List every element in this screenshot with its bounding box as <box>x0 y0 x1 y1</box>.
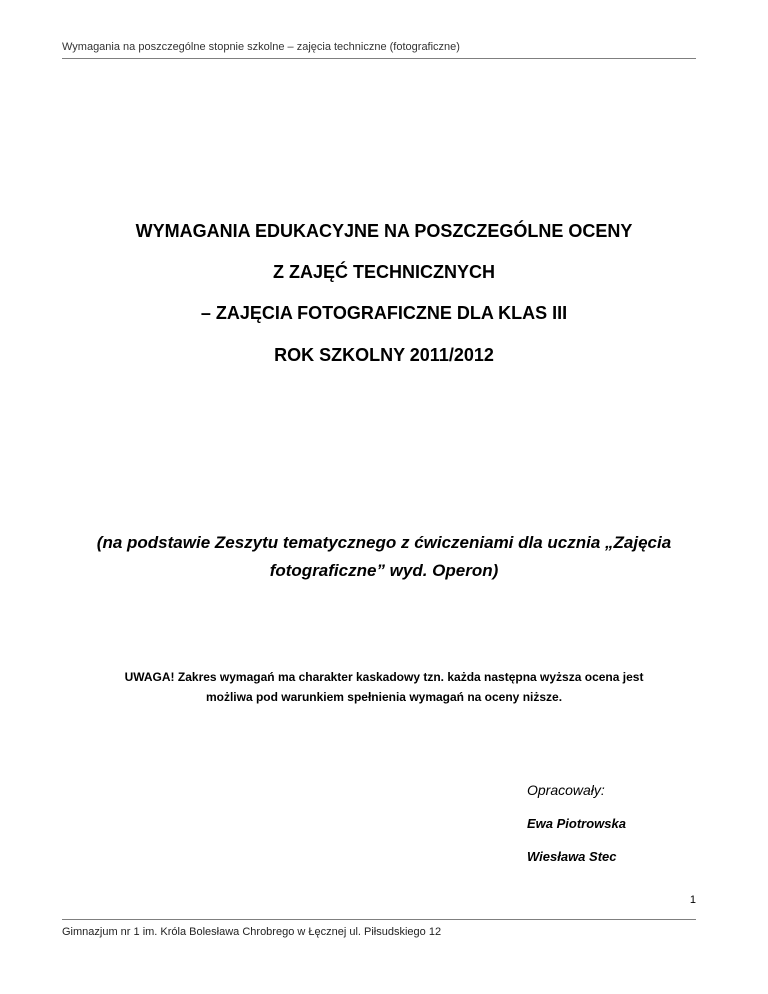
document-title-line-1: WYMAGANIA EDUKACYJNE NA POSZCZEGÓLNE OCENY <box>135 221 633 241</box>
header-divider <box>62 58 696 59</box>
author-name: Ewa Piotrowska <box>527 816 626 831</box>
page-footer: Gimnazjum nr 1 im. Króla Bolesława Chrobrego w Łęcznej ul. Piłsudskiego 12 <box>62 926 442 938</box>
source-note-line-2: fotograficzne” wyd. Operon) <box>269 561 499 580</box>
document-title-line-3: – ZAJĘCIA FOTOGRAFICZNE DLA KLAS III <box>200 303 568 323</box>
author-name: Wiesława Stec <box>527 849 617 864</box>
page-number: 1 <box>689 894 696 906</box>
source-note <box>62 529 706 585</box>
notice-line-1: UWAGA! Zakres wymagań ma charakter kaskadowy tzn. każda następna wyższa ocena jest <box>124 670 644 684</box>
authors-label: Opracowały: <box>527 782 605 798</box>
notice-block <box>62 667 706 707</box>
notice-line-2: możliwa pod warunkiem spełnienia wymagań na oceny niższe. <box>205 690 563 704</box>
source-note-line-1: (na podstawie Zeszytu tematycznego z ćwiczeniami dla ucznia „Zajęcia <box>96 533 672 552</box>
page-header: Wymagania na poszczególne stopnie szkolne – zajęcia techniczne (fotograficzne) <box>62 41 460 53</box>
document-title-line-2: Z ZAJĘĆ TECHNICZNYCH <box>272 262 495 282</box>
footer-divider <box>62 919 696 920</box>
school-year-line: ROK SZKOLNY 2011/2012 <box>274 345 494 365</box>
